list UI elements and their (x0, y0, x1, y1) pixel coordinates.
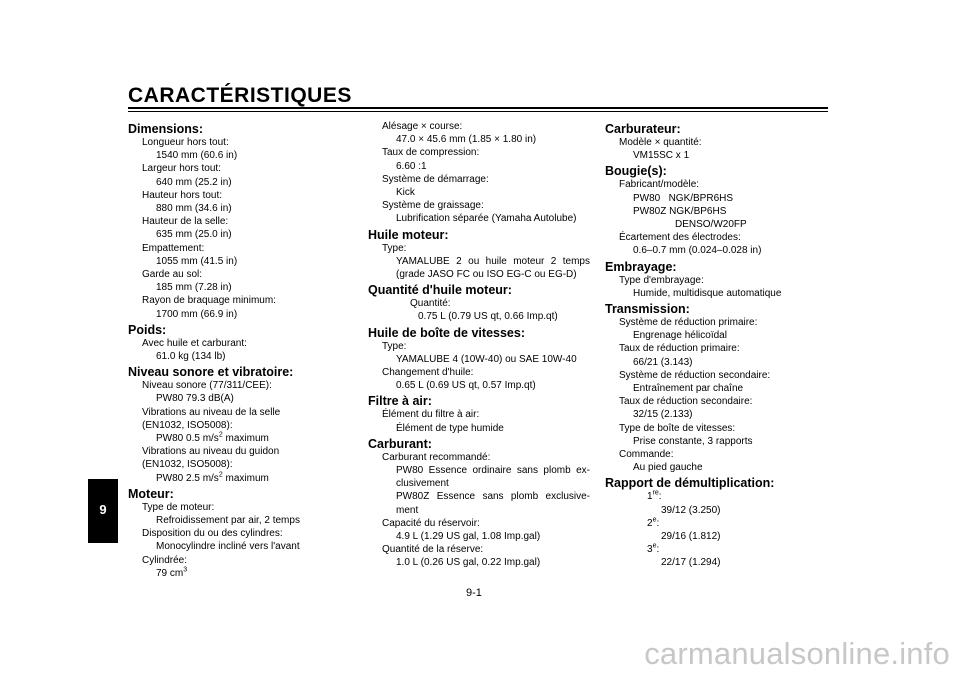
spec-value: Au pied gauche (633, 462, 703, 474)
spec-label: Capacité du réservoir: (382, 517, 480, 529)
spec-label: Niveau sonore (77/311/CEE): (142, 380, 272, 392)
gear-value: 22/17 (1.294) (661, 557, 721, 569)
section-heading-bougie: Bougie(s): (605, 164, 667, 179)
spec-value: (grade JASO FC ou ISO EG-C ou EG-D) (396, 269, 577, 281)
spec-value: PW80 Essence ordinaire sans plomb ex- (396, 465, 590, 477)
spec-label: Élément du filtre à air: (382, 409, 480, 421)
section-heading-niveau: Niveau sonore et vibratoire: (128, 365, 294, 380)
spec-label: Système de réduction secondaire: (619, 369, 771, 381)
section-heading-poids: Poids: (128, 322, 167, 337)
spec-label: (EN1032, ISO5008): (142, 459, 233, 471)
section-heading-dimensions: Dimensions: (128, 122, 204, 136)
spec-value: PW80 NGK/BPR6HS (633, 192, 734, 204)
spec-value: 79 $cm^3$ (156, 566, 188, 579)
spec-value: YAMALUBE 2 ou huile moteur 2 temps (396, 255, 590, 267)
spec-label: Cylindrée: (142, 554, 188, 566)
spec-value: Refroidissement par air, 2 temps (156, 515, 300, 527)
spec-label: Type: (382, 340, 407, 352)
spec-value: 1700 mm (66.9 in) (156, 308, 238, 320)
chapter-tab: 9 (88, 479, 118, 543)
spec-label: Modèle × quantité: (619, 137, 702, 148)
spec-label: Système de graissage: (382, 200, 484, 212)
spec-value: Prise constante, 3 rapports (633, 435, 753, 447)
page-title: CARACTÉRISTIQUES (128, 84, 352, 107)
spec-value: PW80Z Essence sans plomb exclusive- (396, 491, 590, 503)
section-heading-transmission: Transmission: (605, 302, 690, 317)
section-heading-filtre: Filtre à air: (368, 394, 432, 409)
section-heading-carburant: Carburant: (368, 436, 432, 451)
spec-value: Élément de type humide (396, 422, 504, 434)
spec-label: Quantité de la réserve: (382, 544, 484, 556)
spec-value: 4.9 L (1.29 US gal, 1.08 Imp.gal) (396, 531, 541, 543)
spec-label: Avec huile et carburant: (142, 337, 247, 349)
spec-value: DENSO/W20FP (675, 219, 747, 231)
column-right (605, 120, 835, 570)
spec-value: 880 mm (34.6 in) (156, 203, 232, 215)
spec-label: Largeur hors tout: (142, 163, 221, 175)
spec-label: Taux de réduction primaire: (619, 343, 740, 355)
gear-label: 3e: (647, 542, 660, 556)
gear-value: 29/16 (1.812) (661, 531, 721, 543)
spec-label: Disposition du ou des cylindres: (142, 528, 283, 540)
spec-label: Système de réduction primaire: (619, 317, 758, 329)
spec-label: (EN1032, ISO5008): (142, 419, 233, 431)
spec-value: 61.0 kg (134 lb) (156, 351, 226, 363)
spec-value: Humide, multidisque automatique (633, 287, 782, 299)
spec-value: PW80 0.5 $m/s^2$ maximum (156, 431, 269, 445)
spec-value: PW80 2.5 $m/s^2$ maximum (156, 471, 269, 484)
gear-value: 39/12 (3.250) (661, 504, 721, 516)
spec-label: Changement d'huile: (382, 367, 474, 379)
spec-label: Carburant recommandé: (382, 451, 491, 463)
spec-label: Taux de réduction secondaire: (619, 396, 753, 408)
spec-value: 640 mm (25.2 in) (156, 176, 232, 188)
column-middle (368, 120, 590, 570)
page-number: 9-1 (466, 587, 482, 599)
spec-label: Rayon de braquage minimum: (142, 295, 276, 307)
section-heading-embrayage: Embrayage: (605, 259, 677, 274)
gear-label: 2e: (647, 516, 660, 529)
spec-value: PW80Z NGK/BP6HS (633, 205, 727, 217)
spec-value: Entraînement par chaîne (633, 383, 744, 395)
spec-label: Alésage × course: (382, 121, 463, 132)
spec-value: 1.0 L (0.26 US gal, 0.22 Imp.gal) (396, 557, 541, 569)
watermark: carmanualsonline.info (644, 636, 950, 671)
spec-label: Commande: (619, 449, 674, 461)
section-heading-moteur: Moteur: (128, 486, 174, 501)
spec-label: Type de boîte de vitesses: (619, 422, 736, 434)
spec-label: Type d'embrayage: (619, 274, 704, 286)
spec-value: Kick (396, 187, 415, 199)
column-left (128, 120, 318, 580)
spec-value: Lubrification séparée (Yamaha Autolube) (396, 213, 577, 225)
spec-label: Quantité: (410, 298, 451, 310)
spec-value: 6.60 :1 (396, 160, 427, 172)
spec-value: Engrenage hélicoïdal (633, 330, 727, 342)
spec-label: Fabricant/modèle: (619, 179, 700, 191)
spec-value: 32/15 (2.133) (633, 409, 693, 421)
spec-value: YAMALUBE 4 (10W-40) ou SAE 10W-40 (396, 353, 577, 365)
spec-label: Garde au sol: (142, 269, 203, 281)
spec-label: Longueur hors tout: (142, 137, 229, 148)
spec-value: 1540 mm (60.6 in) (156, 150, 238, 162)
spec-value: 47.0 × 45.6 mm (1.85 × 1.80 in) (396, 134, 537, 146)
spec-label: Empattement: (142, 242, 205, 254)
spec-value: 66/21 (3.143) (633, 356, 693, 368)
spec-label: Taux de compression: (382, 147, 480, 159)
header-rule-thick (128, 107, 828, 109)
spec-value: 635 mm (25.0 in) (156, 229, 232, 241)
spec-value: 0.6–0.7 mm (0.024–0.028 in) (633, 245, 762, 257)
section-heading-boite: Huile de boîte de vitesses: (368, 325, 525, 340)
spec-value: 185 mm (7.28 in) (156, 282, 232, 294)
spec-label: Vibrations au niveau de la selle (142, 406, 281, 418)
spec-value: 0.75 L (0.79 US qt, 0.66 Imp.qt) (418, 311, 558, 323)
spec-label: Système de démarrage: (382, 173, 489, 185)
spec-value: 1055 mm (41.5 in) (156, 255, 238, 267)
spec-value: ment (396, 504, 419, 516)
section-heading-quantite-huile: Quantité d'huile moteur: (368, 283, 512, 298)
spec-label: Vibrations au niveau du guidon (142, 446, 280, 458)
section-heading-huile-moteur: Huile moteur: (368, 227, 449, 242)
spec-label: Hauteur de la selle: (142, 216, 229, 228)
spec-value: Monocylindre incliné vers l'avant (156, 541, 300, 553)
spec-value: clusivement (396, 478, 449, 490)
spec-label: Type: (382, 242, 407, 254)
gear-label: 1re: (647, 490, 662, 503)
spec-label: Type de moteur: (142, 501, 215, 513)
section-heading-carburateur: Carburateur: (605, 122, 681, 136)
spec-value: VM15SC x 1 (633, 150, 690, 162)
spec-value: PW80 79.3 dB(A) (156, 393, 234, 405)
header-rule-thin (128, 111, 828, 112)
spec-value: 0.65 L (0.69 US qt, 0.57 Imp.qt) (396, 380, 536, 392)
spec-label: Hauteur hors tout: (142, 189, 223, 201)
section-heading-demultiplication: Rapport de démultiplication: (605, 476, 775, 491)
spec-label: Écartement des électrodes: (619, 232, 741, 244)
